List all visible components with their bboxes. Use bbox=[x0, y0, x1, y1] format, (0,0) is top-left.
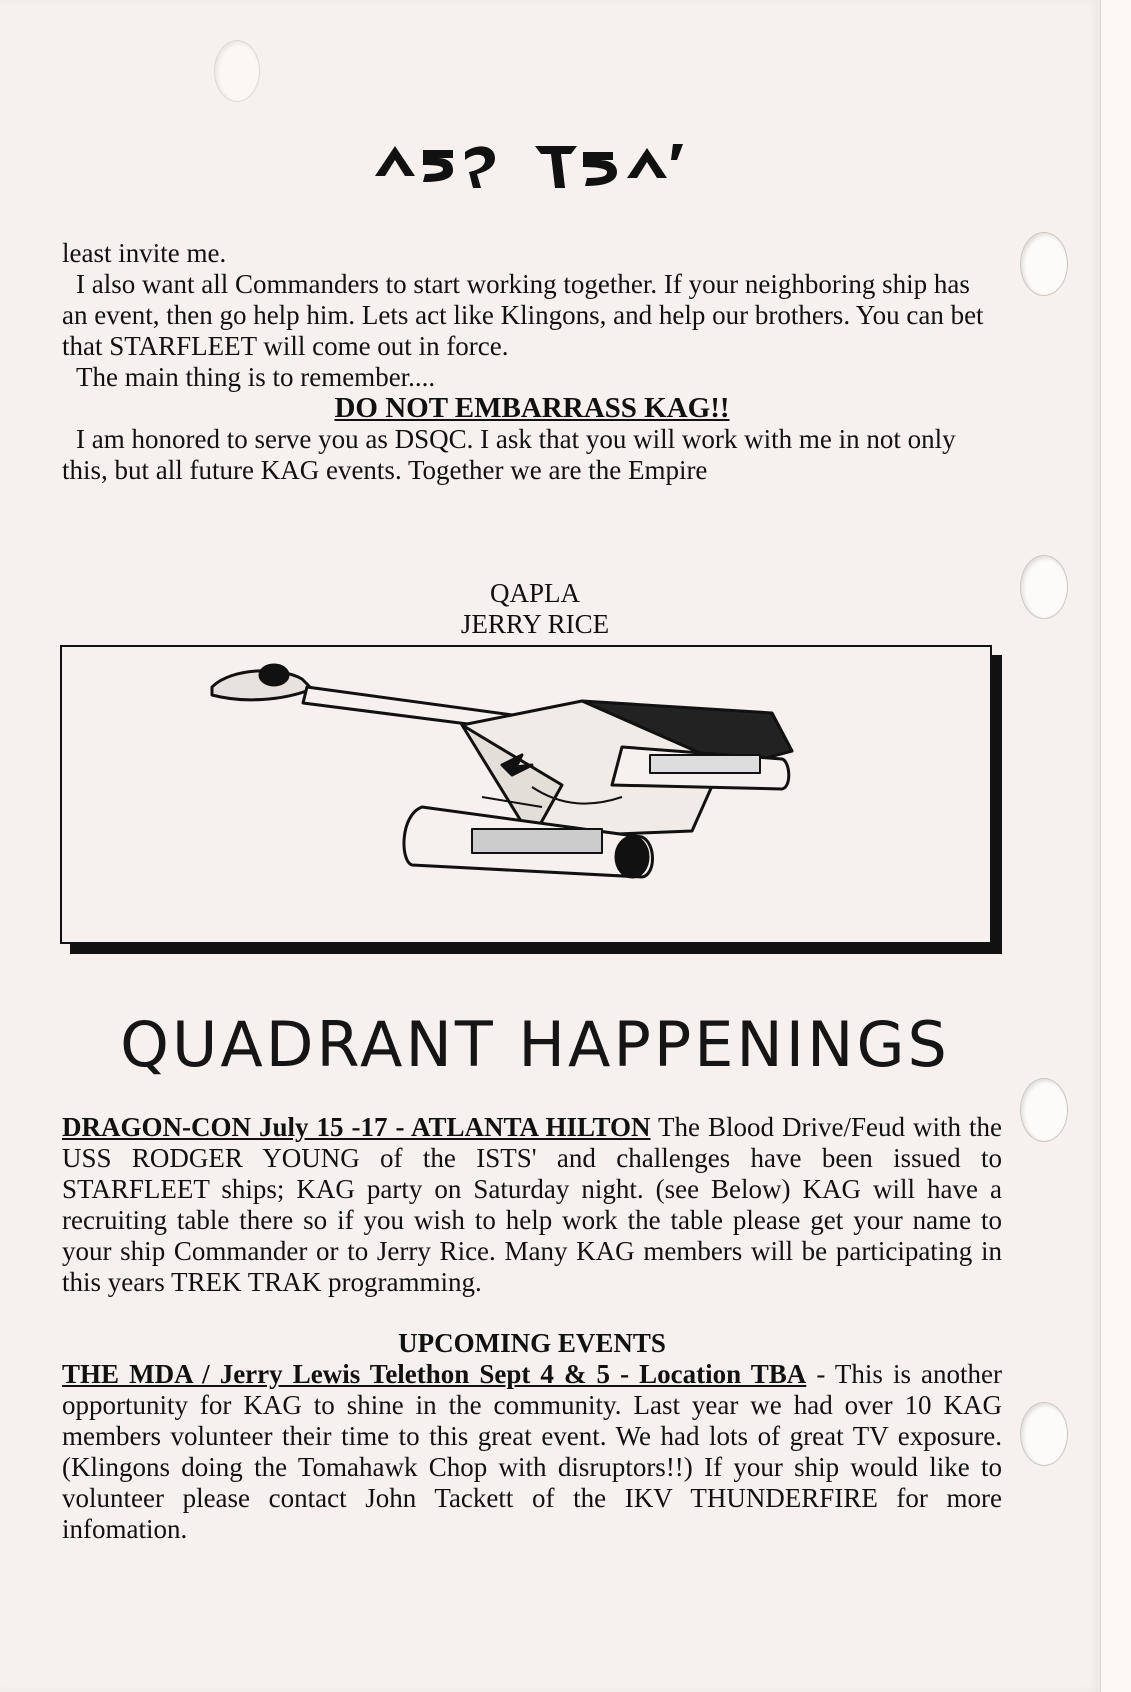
letter-paragraph: I am honored to serve you as DSQC. I ask that you will work with me in not only this, but all future KAG events. Together we are the Empire bbox=[62, 424, 956, 485]
sign-off: QAPLA bbox=[489, 578, 580, 608]
klingon-script-title-icon bbox=[365, 132, 705, 194]
letter-paragraph: The main thing is to remember.... bbox=[76, 362, 436, 392]
signature-name: JERRY RICE bbox=[460, 609, 610, 639]
event-body: - This is another opportunity for KAG to shine in the community. Last year we had over 10 KAG members volunteer their time to this great event. We had lots of great TV exposure. (Klingons doing the Tomahawk Chop with disruptors!!) If your ship would like to volunteer please contact John Tackett of the IKV THUNDERFIRE for more infomation. bbox=[62, 1359, 1002, 1544]
event-entry bbox=[62, 1359, 1002, 1545]
klingon-battlecruiser-icon bbox=[62, 647, 990, 942]
upcoming-title: UPCOMING EVENTS bbox=[398, 1328, 666, 1358]
letter-headline: DO NOT EMBARRASS KAG!! bbox=[334, 392, 730, 424]
klingon-title bbox=[0, 132, 1070, 199]
event-body: The Blood Drive/Feud with the USS RODGER YOUNG of the ISTS' and challenges have been issued to STARFLEET ships; KAG party on Saturday night. (see Below) KAG will have a recruiting table there so if you wish to help work the table please get your name to your ship Commander or to Jerry Rice. Many KAG members will be participating in this years TREK TRAK programming. bbox=[62, 1112, 1002, 1297]
ship-illustration-box bbox=[60, 645, 992, 944]
binder-hole bbox=[1020, 232, 1068, 296]
binder-hole bbox=[1020, 1402, 1068, 1466]
events-section bbox=[62, 1112, 1002, 1545]
signature-block bbox=[0, 578, 1070, 640]
letter-paragraph: least invite me. bbox=[62, 238, 227, 268]
section-title: QUADRANT HAPPENINGS bbox=[120, 1008, 950, 1081]
event-heading: DRAGON-CON July 15 -17 - ATLANTA HILTON bbox=[62, 1112, 651, 1142]
binder-hole bbox=[214, 40, 260, 102]
binder-hole bbox=[1020, 1078, 1068, 1142]
page-edge bbox=[1100, 0, 1131, 1692]
event-entry bbox=[62, 1112, 1002, 1298]
letter-paragraph: I also want all Commanders to start working together. If your neighboring ship has an event, then go help him. Lets act like Klingons, and help our brothers. You can bet that STARFLEET will come out in force. bbox=[62, 269, 984, 361]
letter-body bbox=[62, 238, 1002, 486]
event-heading: THE MDA / Jerry Lewis Telethon Sept 4 & 5 - Location TBA bbox=[62, 1359, 807, 1389]
